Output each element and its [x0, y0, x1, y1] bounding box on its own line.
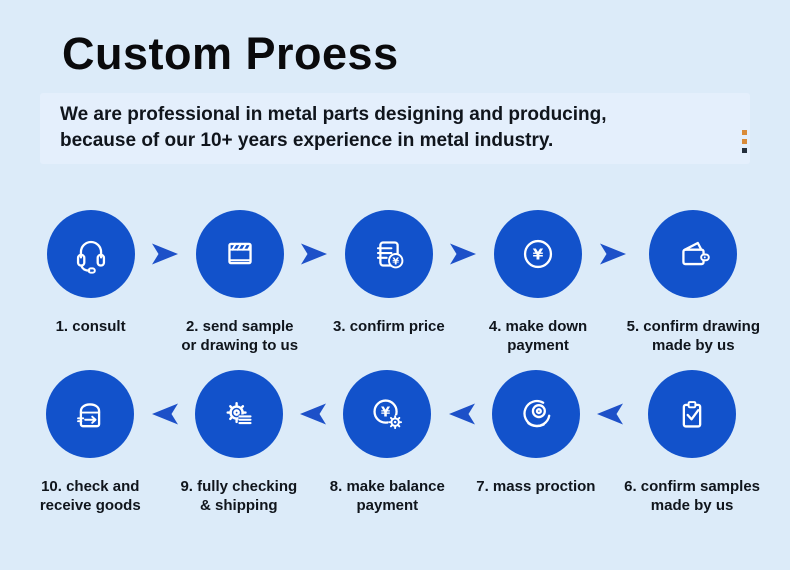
dot-orange-2 — [742, 139, 747, 144]
step-circle — [345, 210, 433, 298]
page-title: Custom Proess — [62, 28, 399, 79]
arrow-left-icon — [596, 402, 624, 426]
step-circle — [195, 370, 283, 458]
arrow-left-icon — [151, 402, 179, 426]
dot-orange-1 — [742, 130, 747, 135]
step-label: 5. confirm drawing made by us — [626, 318, 760, 355]
dot-dark — [742, 148, 747, 153]
step-label: 8. make balance payment — [329, 477, 445, 514]
ellipsis-dots-icon — [742, 130, 747, 153]
clapperboard-icon — [217, 231, 263, 277]
step-6-confirm-samples — [624, 370, 760, 515]
arrow-left-icon — [299, 402, 327, 426]
step-circle — [494, 210, 582, 298]
yen-gear-icon — [364, 391, 410, 437]
yen-glyph: ¥ — [532, 245, 544, 264]
step-circle — [492, 370, 580, 458]
step-label: 6. confirm samples made by us — [624, 477, 761, 514]
coil-icon — [513, 391, 559, 437]
step-7-mass-production — [476, 370, 597, 496]
step-8-balance-payment — [327, 370, 448, 515]
step-circle — [649, 210, 737, 298]
subtitle-panel — [40, 93, 750, 164]
yen-glyph: ¥ — [381, 404, 391, 420]
arrow-left-icon — [448, 402, 476, 426]
arrow-slot — [151, 370, 179, 458]
headset-icon — [68, 231, 114, 277]
subtitle — [60, 102, 730, 154]
subtitle-line-1: We are professional in metal parts designing and producing, — [60, 103, 607, 125]
arrow-right-icon — [599, 242, 627, 266]
arrow-slot — [449, 210, 477, 298]
arrow-slot — [299, 370, 327, 458]
step-4-down-payment — [477, 210, 598, 355]
arrow-right-icon — [300, 242, 328, 266]
step-circle — [46, 370, 134, 458]
step-label: 9. fully checking & shipping — [180, 477, 298, 514]
step-1-consult — [30, 210, 151, 336]
arrow-slot — [448, 370, 476, 458]
arrow-slot — [599, 210, 627, 298]
step-label: 3. confirm price — [333, 318, 445, 336]
receive-goods-icon — [67, 391, 113, 437]
step-circle — [648, 370, 736, 458]
step-label: 4. make down payment — [488, 318, 588, 355]
step-circle — [343, 370, 431, 458]
arrow-slot — [300, 210, 328, 298]
arrow-right-icon — [151, 242, 179, 266]
step-9-checking-shipping — [179, 370, 300, 515]
step-5-confirm-drawing — [627, 210, 760, 355]
price-document-icon — [366, 231, 412, 277]
process-row-bottom — [0, 370, 790, 515]
step-10-receive-goods — [30, 370, 151, 515]
step-label: 2. send sample or drawing to us — [181, 318, 299, 355]
yen-glyph: ¥ — [392, 256, 399, 268]
step-2-send-sample — [179, 210, 300, 355]
subtitle-line-2: because of our 10+ years experience in metal industry. — [60, 129, 554, 151]
arrow-slot — [151, 210, 179, 298]
step-3-confirm-price — [328, 210, 449, 336]
yen-coin-icon — [515, 231, 561, 277]
clipboard-check-icon — [669, 391, 715, 437]
step-circle — [196, 210, 284, 298]
arrow-right-icon — [449, 242, 477, 266]
gear-check-icon — [216, 391, 262, 437]
step-label: 1. consult — [55, 318, 126, 336]
wallet-icon — [670, 231, 716, 277]
step-label: 7. mass proction — [476, 477, 596, 495]
step-label: 10. check and receive goods — [39, 477, 141, 514]
arrow-slot — [596, 370, 624, 458]
process-row-top — [0, 210, 790, 355]
step-circle — [47, 210, 135, 298]
